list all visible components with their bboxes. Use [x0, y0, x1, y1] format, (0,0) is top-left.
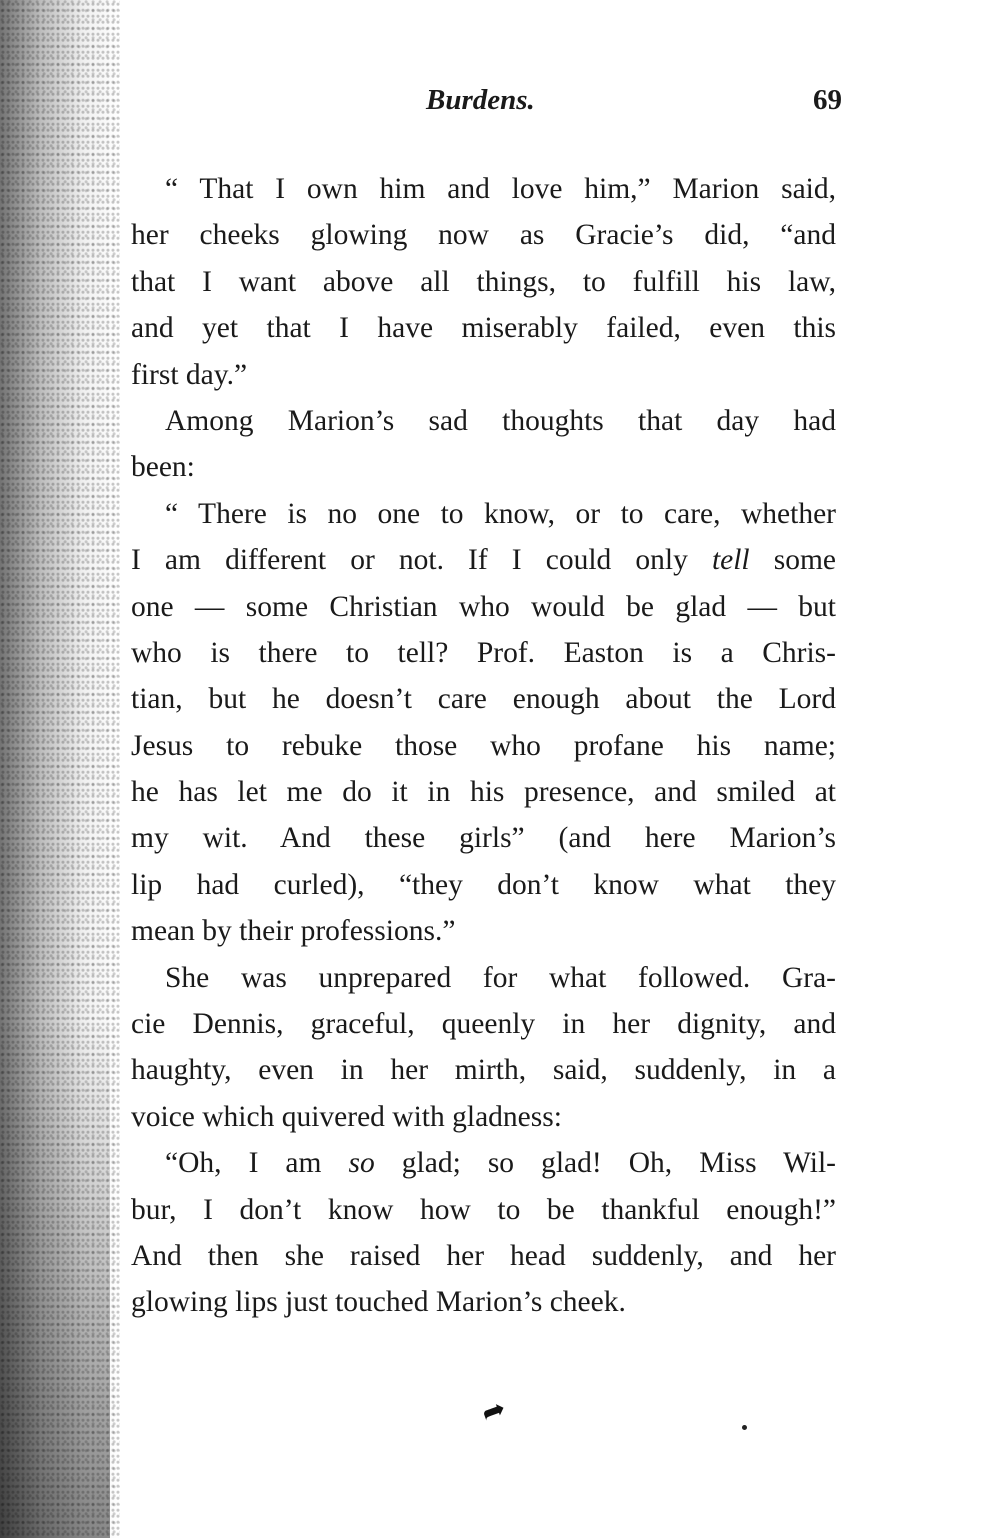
text-line: and yet that I have miserably failed, even this	[131, 312, 836, 345]
text-line: who is there to tell? Prof. Easton is a Chris-	[131, 636, 836, 669]
text-line: lip had curled), “they don’t know what they	[131, 868, 836, 901]
text-line: my wit. And these girls” (and here Marion’s	[131, 822, 836, 855]
text-line: “ There is no one to know, or to care, whether	[165, 497, 836, 530]
text-line: Jesus to rebuke those who profane his name;	[131, 729, 836, 762]
text-line: that I want above all things, to fulfill his law,	[131, 265, 836, 298]
scanned-page-gutter-shadow	[0, 0, 120, 1538]
text-line: bur, I don’t know how to be thankful enough!”	[131, 1193, 836, 1226]
emphasis-word: so	[348, 1147, 375, 1180]
text-line: her cheeks glowing now as Gracie’s did, “and	[131, 219, 836, 252]
text-line: first day.”	[131, 358, 248, 391]
text-line: voice which quivered with gladness:	[131, 1100, 562, 1133]
text-line: glowing lips just touched Marion’s cheek.	[131, 1286, 626, 1319]
text-line: cie Dennis, graceful, queenly in her dignity, and	[131, 1008, 836, 1041]
text-line: he has let me do it in his presence, and smiled at	[131, 776, 836, 809]
body-text	[131, 166, 836, 1326]
text-line: tian, but he doesn’t care enough about the Lord	[131, 683, 836, 716]
page-header	[130, 84, 842, 128]
running-title: Burdens.	[426, 84, 535, 116]
text-line: mean by their professions.”	[131, 915, 456, 948]
text-line: “Oh, I am so glad; so glad! Oh, Miss Wil-	[165, 1147, 836, 1180]
text-line: And then she raised her head suddenly, and her	[131, 1239, 836, 1272]
text-line: Among Marion’s sad thoughts that day had	[165, 404, 836, 437]
text-line: haughty, even in her mirth, said, suddenly, in a	[131, 1054, 836, 1087]
text-line: been:	[131, 451, 195, 484]
ink-speck	[742, 1425, 747, 1430]
emphasis-word: tell	[711, 544, 750, 577]
page-number: 69	[813, 84, 842, 116]
text-line: She was unprepared for what followed. Gra-	[165, 961, 836, 994]
printer-mark-icon: ➦	[477, 1392, 511, 1431]
text-line: “ That I own him and love him,” Marion said,	[165, 173, 836, 205]
text-line: one — some Christian who would be glad — but	[131, 590, 836, 623]
text-line: I am different or not. If I could only tell some	[131, 544, 836, 577]
